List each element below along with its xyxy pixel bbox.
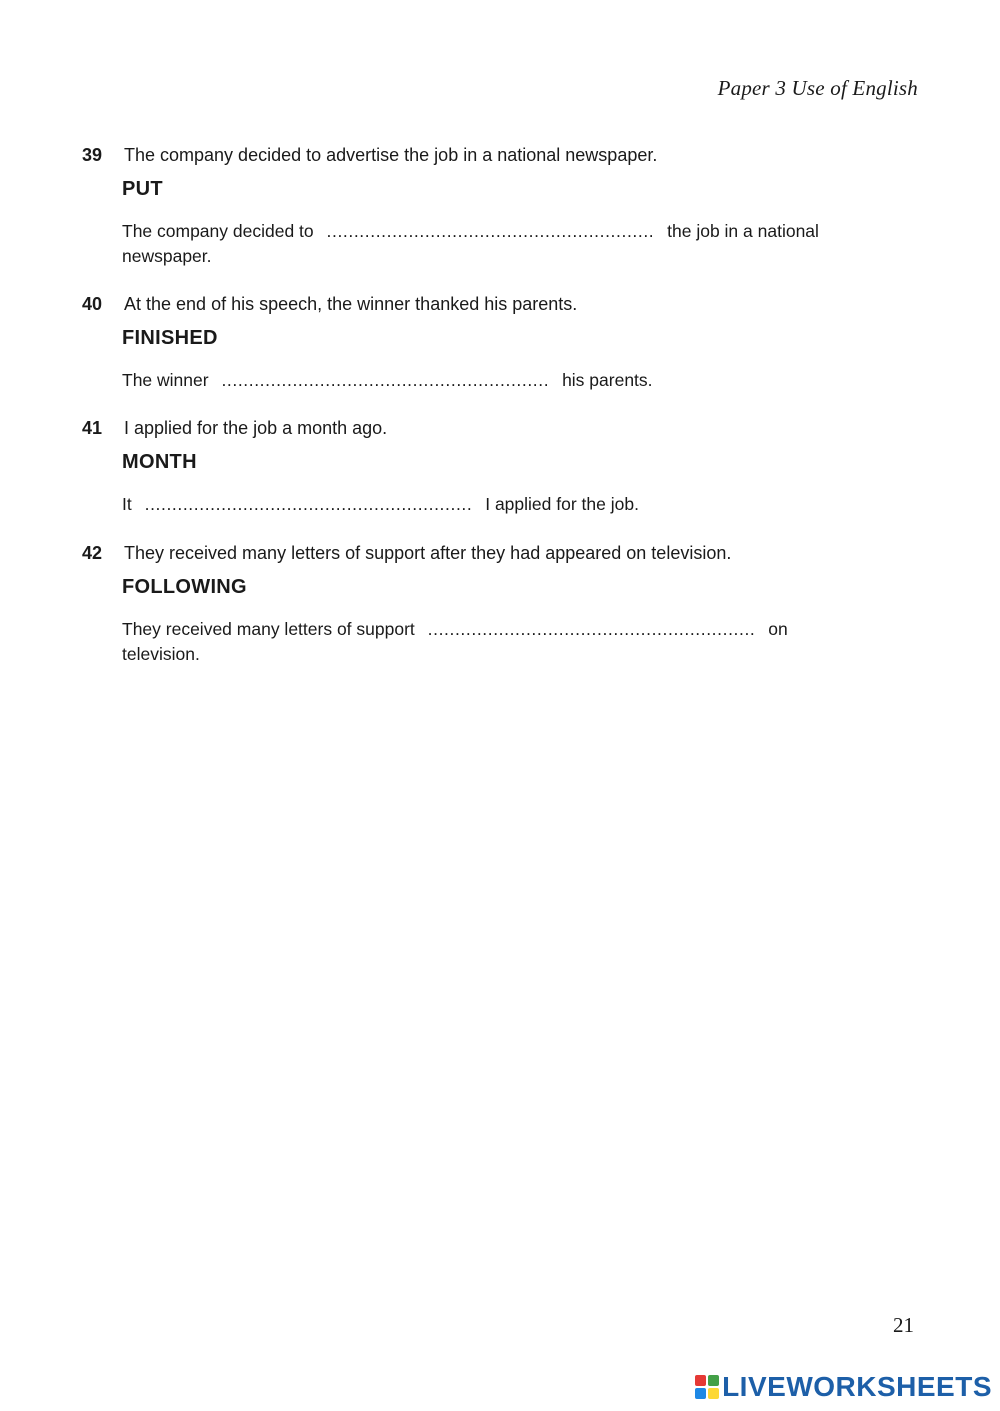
answer-gap[interactable]: ............................................................	[144, 494, 473, 514]
answer-before: They received many letters of support	[122, 619, 415, 639]
question-42	[82, 543, 902, 667]
answer-after: on television.	[122, 619, 788, 664]
question-40	[82, 294, 902, 393]
question-39	[82, 145, 902, 269]
question-keyword: PUT	[122, 178, 163, 200]
liveworksheets-logo-icon	[695, 1375, 719, 1399]
answer-line	[122, 219, 882, 269]
logo-square	[708, 1388, 719, 1399]
question-prompt	[82, 294, 902, 315]
answer-line	[122, 368, 882, 393]
liveworksheets-watermark	[695, 1371, 992, 1403]
paper-header: Paper 3 Use of English	[717, 76, 918, 100]
logo-square	[695, 1375, 706, 1386]
answer-before: The winner	[122, 370, 209, 390]
answer-gap[interactable]: ............................................................	[221, 370, 550, 390]
answer-before: The company decided to	[122, 221, 314, 241]
question-prompt	[82, 418, 902, 439]
logo-square	[695, 1388, 706, 1399]
question-keyword: FOLLOWING	[122, 576, 247, 598]
question-keyword: FINISHED	[122, 327, 218, 349]
page-number: 21	[893, 1313, 914, 1337]
answer-gap[interactable]: ............................................................	[427, 619, 756, 639]
question-prompt	[82, 145, 902, 166]
answer-after: his parents.	[562, 370, 653, 390]
answer-line	[122, 492, 882, 517]
question-41	[82, 418, 902, 517]
question-sentence: They received many letters of support after they had appeared on television.	[124, 543, 732, 563]
question-number: 40	[82, 294, 103, 314]
answer-gap[interactable]: ............................................................	[326, 221, 655, 241]
logo-square	[708, 1375, 719, 1386]
answer-after: the job in a national newspaper.	[122, 221, 819, 266]
question-keyword: MONTH	[122, 451, 197, 473]
question-number: 39	[82, 145, 103, 165]
watermark-text: LIVEWORKSHEETS	[722, 1371, 992, 1402]
question-sentence: The company decided to advertise the job in a national newspaper.	[124, 145, 658, 165]
answer-before: It	[122, 494, 132, 514]
question-number: 41	[82, 418, 103, 438]
answer-line	[122, 617, 822, 667]
question-prompt	[82, 543, 902, 564]
question-number: 42	[82, 543, 103, 563]
question-sentence: At the end of his speech, the winner thanked his parents.	[124, 294, 578, 314]
answer-after: I applied for the job.	[485, 494, 639, 514]
question-sentence: I applied for the job a month ago.	[124, 418, 388, 438]
